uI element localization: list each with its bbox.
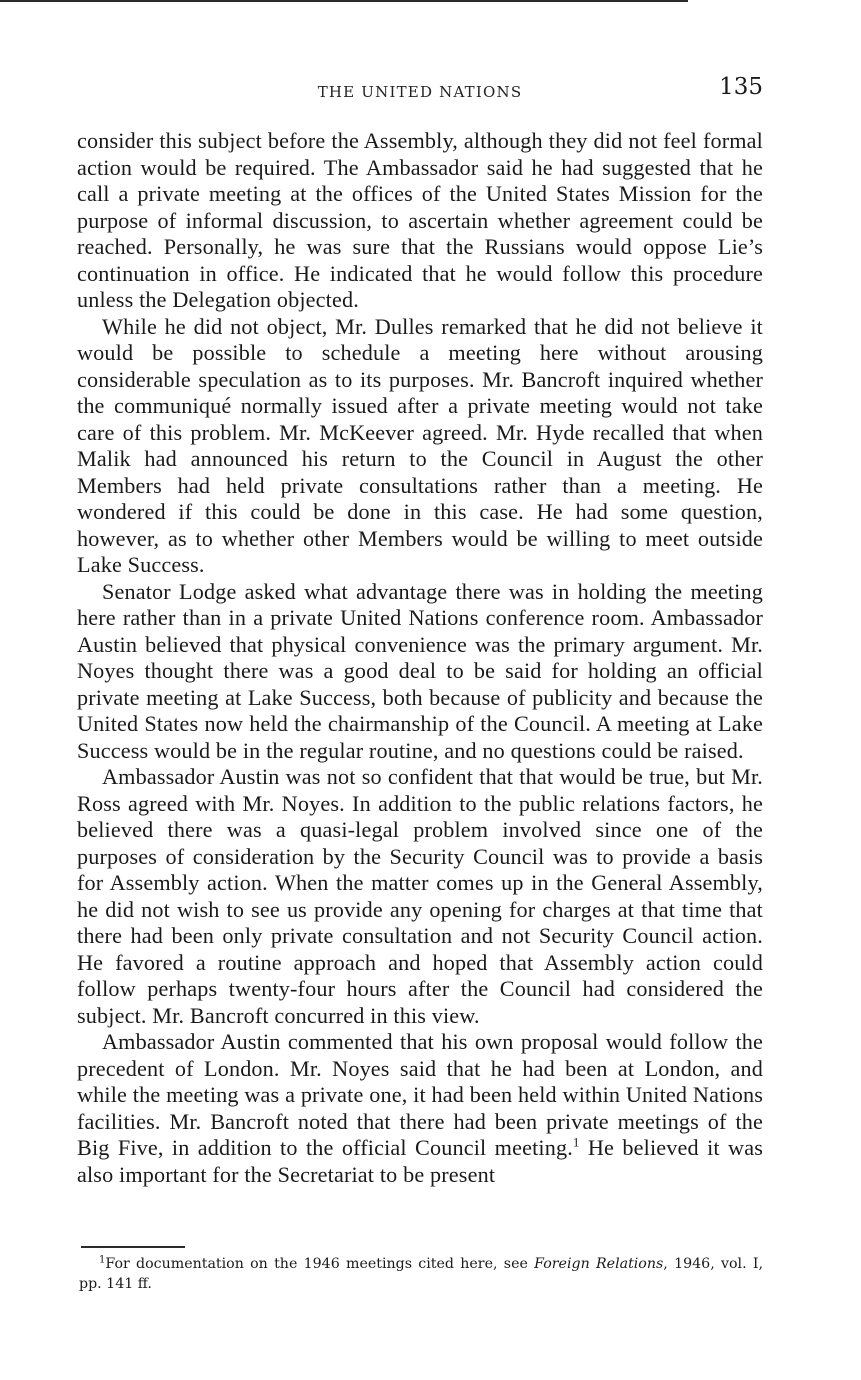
paragraph-3: Senator Lodge asked what advantage there was in holding the meeting here rather than in a private United Nations conference room. Ambassador Austin believed that physical convenience was the primary argument. Mr. Noyes thought there was a good deal to be said for holding an official private meeting at Lake Success, both because of publicity and because the United States now held the chairmanship of the Council. A meeting at Lake Success would be in the regular routine, and no questions could be raised. <box>77 578 763 763</box>
running-title: THE UNITED NATIONS <box>317 83 523 101</box>
footnote <box>79 1254 763 1294</box>
footnote-title: Foreign Relations <box>534 1256 664 1272</box>
paragraph-5 <box>77 1029 763 1188</box>
page-header <box>77 74 763 110</box>
paragraph-1: consider this subject before the Assembly, although they did not feel formal action would be required. The Ambassador said he had suggested that he call a private meeting at the offices of the United States Mission for the purpose of informal discussion, to ascertain whether agreement could be reached. Personally, he was sure that the Russians would oppose Lie’s continuation in office. He indicated that he would follow this procedure unless the Delegation objected. <box>77 128 763 312</box>
paragraph-2: While he did not object, Mr. Dulles remarked that he did not believe it would be possible to schedule a meeting here without arousing considerable speculation as to its purposes. Mr. Bancroft inquired whether the communiqué normally issued after a private meeting would not take care of this problem. Mr. McKeever agreed. Mr. Hyde recalled that when Malik had announced his return to the Council in August the other Members had held private consultations rather than a meeting. He wondered if this could be done in this case. He had some question, however, as to whether other Members would be willing to meet outside Lake Success. <box>77 313 763 577</box>
paragraph-5-text: Ambassador Austin commented that his own proposal would follow the precedent of London. Mr. Noyes said that he had been at London, and while the meeting was a private one, it had been held within United Nations facilities. Mr. Bancroft noted that there had been private meetings of the Big Five, in addition to the official Council meeting. <box>77 1029 763 1160</box>
footnote-marker: 1 <box>99 1254 106 1266</box>
footnote-divider <box>81 1246 185 1248</box>
paragraph-5-continuation: He believed it was also important for the Secretariat to be present <box>77 1135 763 1187</box>
footnote-text: For documentation on the 1946 meetings cited here, see <box>105 1256 535 1272</box>
body-text <box>77 128 763 1188</box>
footnote-reference: 1 <box>572 1134 580 1150</box>
page-number: 135 <box>719 74 763 100</box>
top-border-rule <box>0 0 688 2</box>
footnote-citation: , 1946, vol. I, pp. 141 ff. <box>79 1256 764 1292</box>
paragraph-4: Ambassador Austin was not so confident that that would be true, but Mr. Ross agreed with Mr. Noyes. In addition to the public relations factors, he believed there was a quasi-legal problem involved since one of the purposes of consideration by the Security Council was to provide a basis for Assembly action. When the matter comes up in the General Assembly, he did not wish to see us provide any opening for charges at that time that there had been only private consultation and not Security Council action. He favored a routine approach and hoped that Assembly action could follow perhaps twenty-four hours after the Council had considered the subject. Mr. Bancroft concurred in this view. <box>77 764 763 1028</box>
